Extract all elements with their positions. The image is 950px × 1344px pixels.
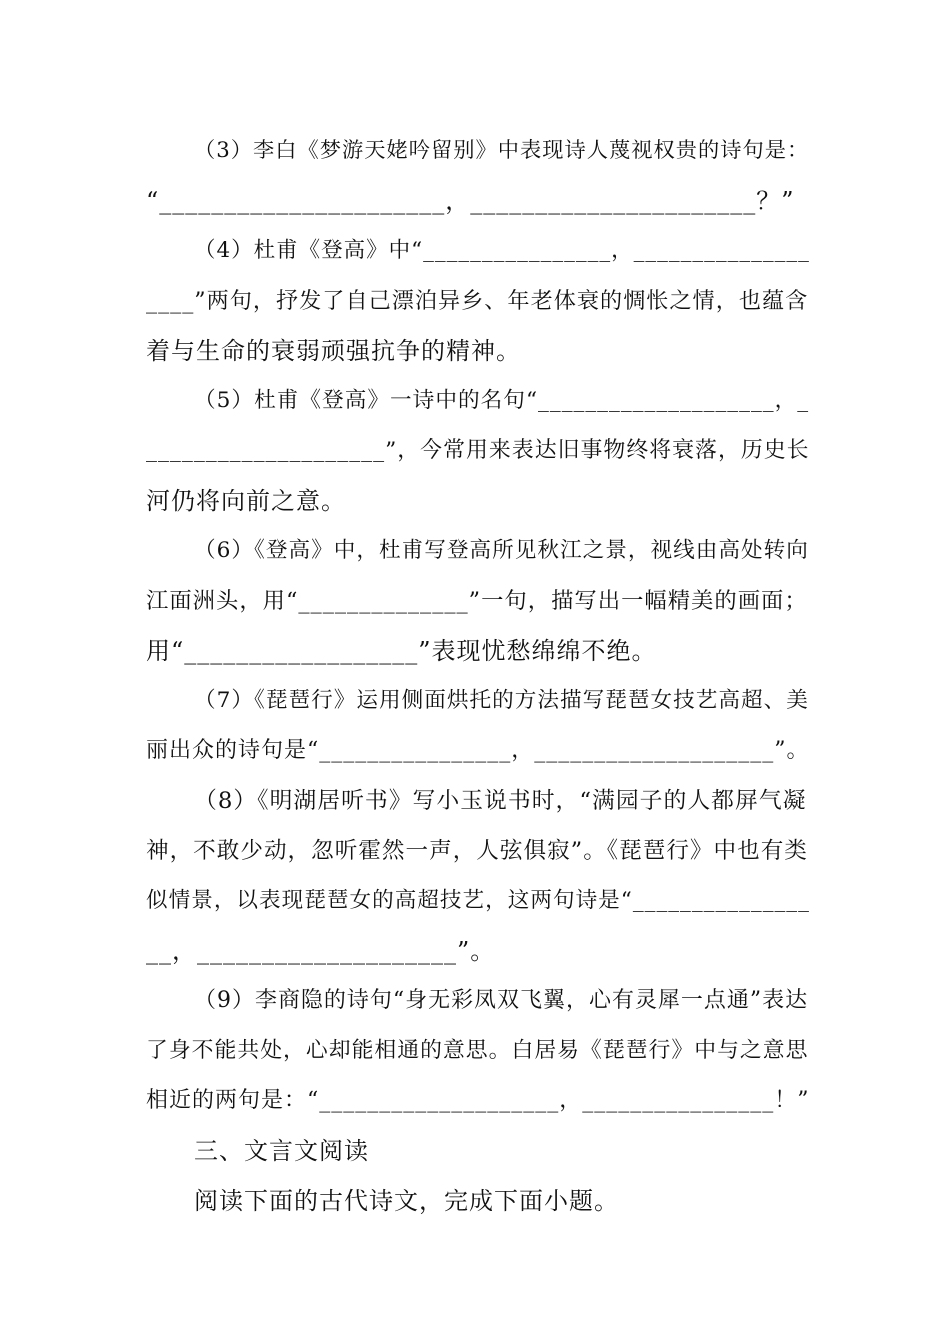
question-9-line-2: 了身不能共处，心却能相通的意思。白居易《琵琶行》中与之意思: [146, 1038, 809, 1063]
question-3-prompt: （3）李白《梦游天姥吟留别》中表现诗人蔑视权贵的诗句是：: [194, 138, 810, 163]
question-5-line-3: 河仍将向前之意。: [146, 487, 346, 515]
question-8-line-4: __，____________________”。: [146, 937, 496, 965]
question-8-prompt: （8）《明湖居听书》写小玉说书时，“满园子的人都屏气凝: [194, 788, 807, 814]
question-6-line-2: 江面洲头，用“______________”一句，描写出一幅精美的画面；: [146, 588, 808, 614]
question-8-line-3: 似情景，以表现琵琶女的高超技艺，这两句诗是“_______________: [146, 888, 810, 913]
question-8-line-2: 神，不敢少动，忽听霍然一声，人弦俱寂”。《琵琶行》中也有类: [146, 838, 808, 864]
question-4-prompt: （4）杜甫《登高》中“________________，_______________: [194, 238, 810, 263]
question-6-prompt: （6）《登高》中，杜甫写登高所见秋江之景，视线由高处转向: [194, 538, 809, 563]
question-4-line-2: ____”两句，抒发了自己漂泊异乡、年老体衰的惆怅之情，也蕴含: [146, 288, 809, 314]
section-heading: 三、文言文阅读: [194, 1137, 369, 1165]
question-9-line-3: 相近的两句是：“____________________，________________！”: [146, 1088, 810, 1113]
question-7-prompt: （7）《琵琶行》运用侧面烘托的方法描写琵琶女技艺高超、美: [194, 688, 809, 713]
question-7-line-2: 丽出众的诗句是“________________，____________________”。: [146, 738, 810, 763]
question-4-line-3: 着与生命的衰弱顽强抗争的精神。: [146, 337, 521, 365]
section-instruction: 阅读下面的古代诗文，完成下面小题。: [194, 1187, 619, 1215]
question-5-prompt: （5）杜甫《登高》一诗中的名句“____________________，_: [194, 388, 810, 413]
question-9-prompt: （9）李商隐的诗句“身无彩凤双飞翼，心有灵犀一点通”表达: [194, 988, 809, 1013]
question-5-line-2: ____________________”，今常用来表达旧事物终将衰落，历史长: [146, 438, 810, 463]
question-3-blanks: “______________________，______________________？”: [146, 187, 795, 215]
question-6-line-3: 用“__________________”表现忧愁绵绵不绝。: [146, 637, 657, 665]
